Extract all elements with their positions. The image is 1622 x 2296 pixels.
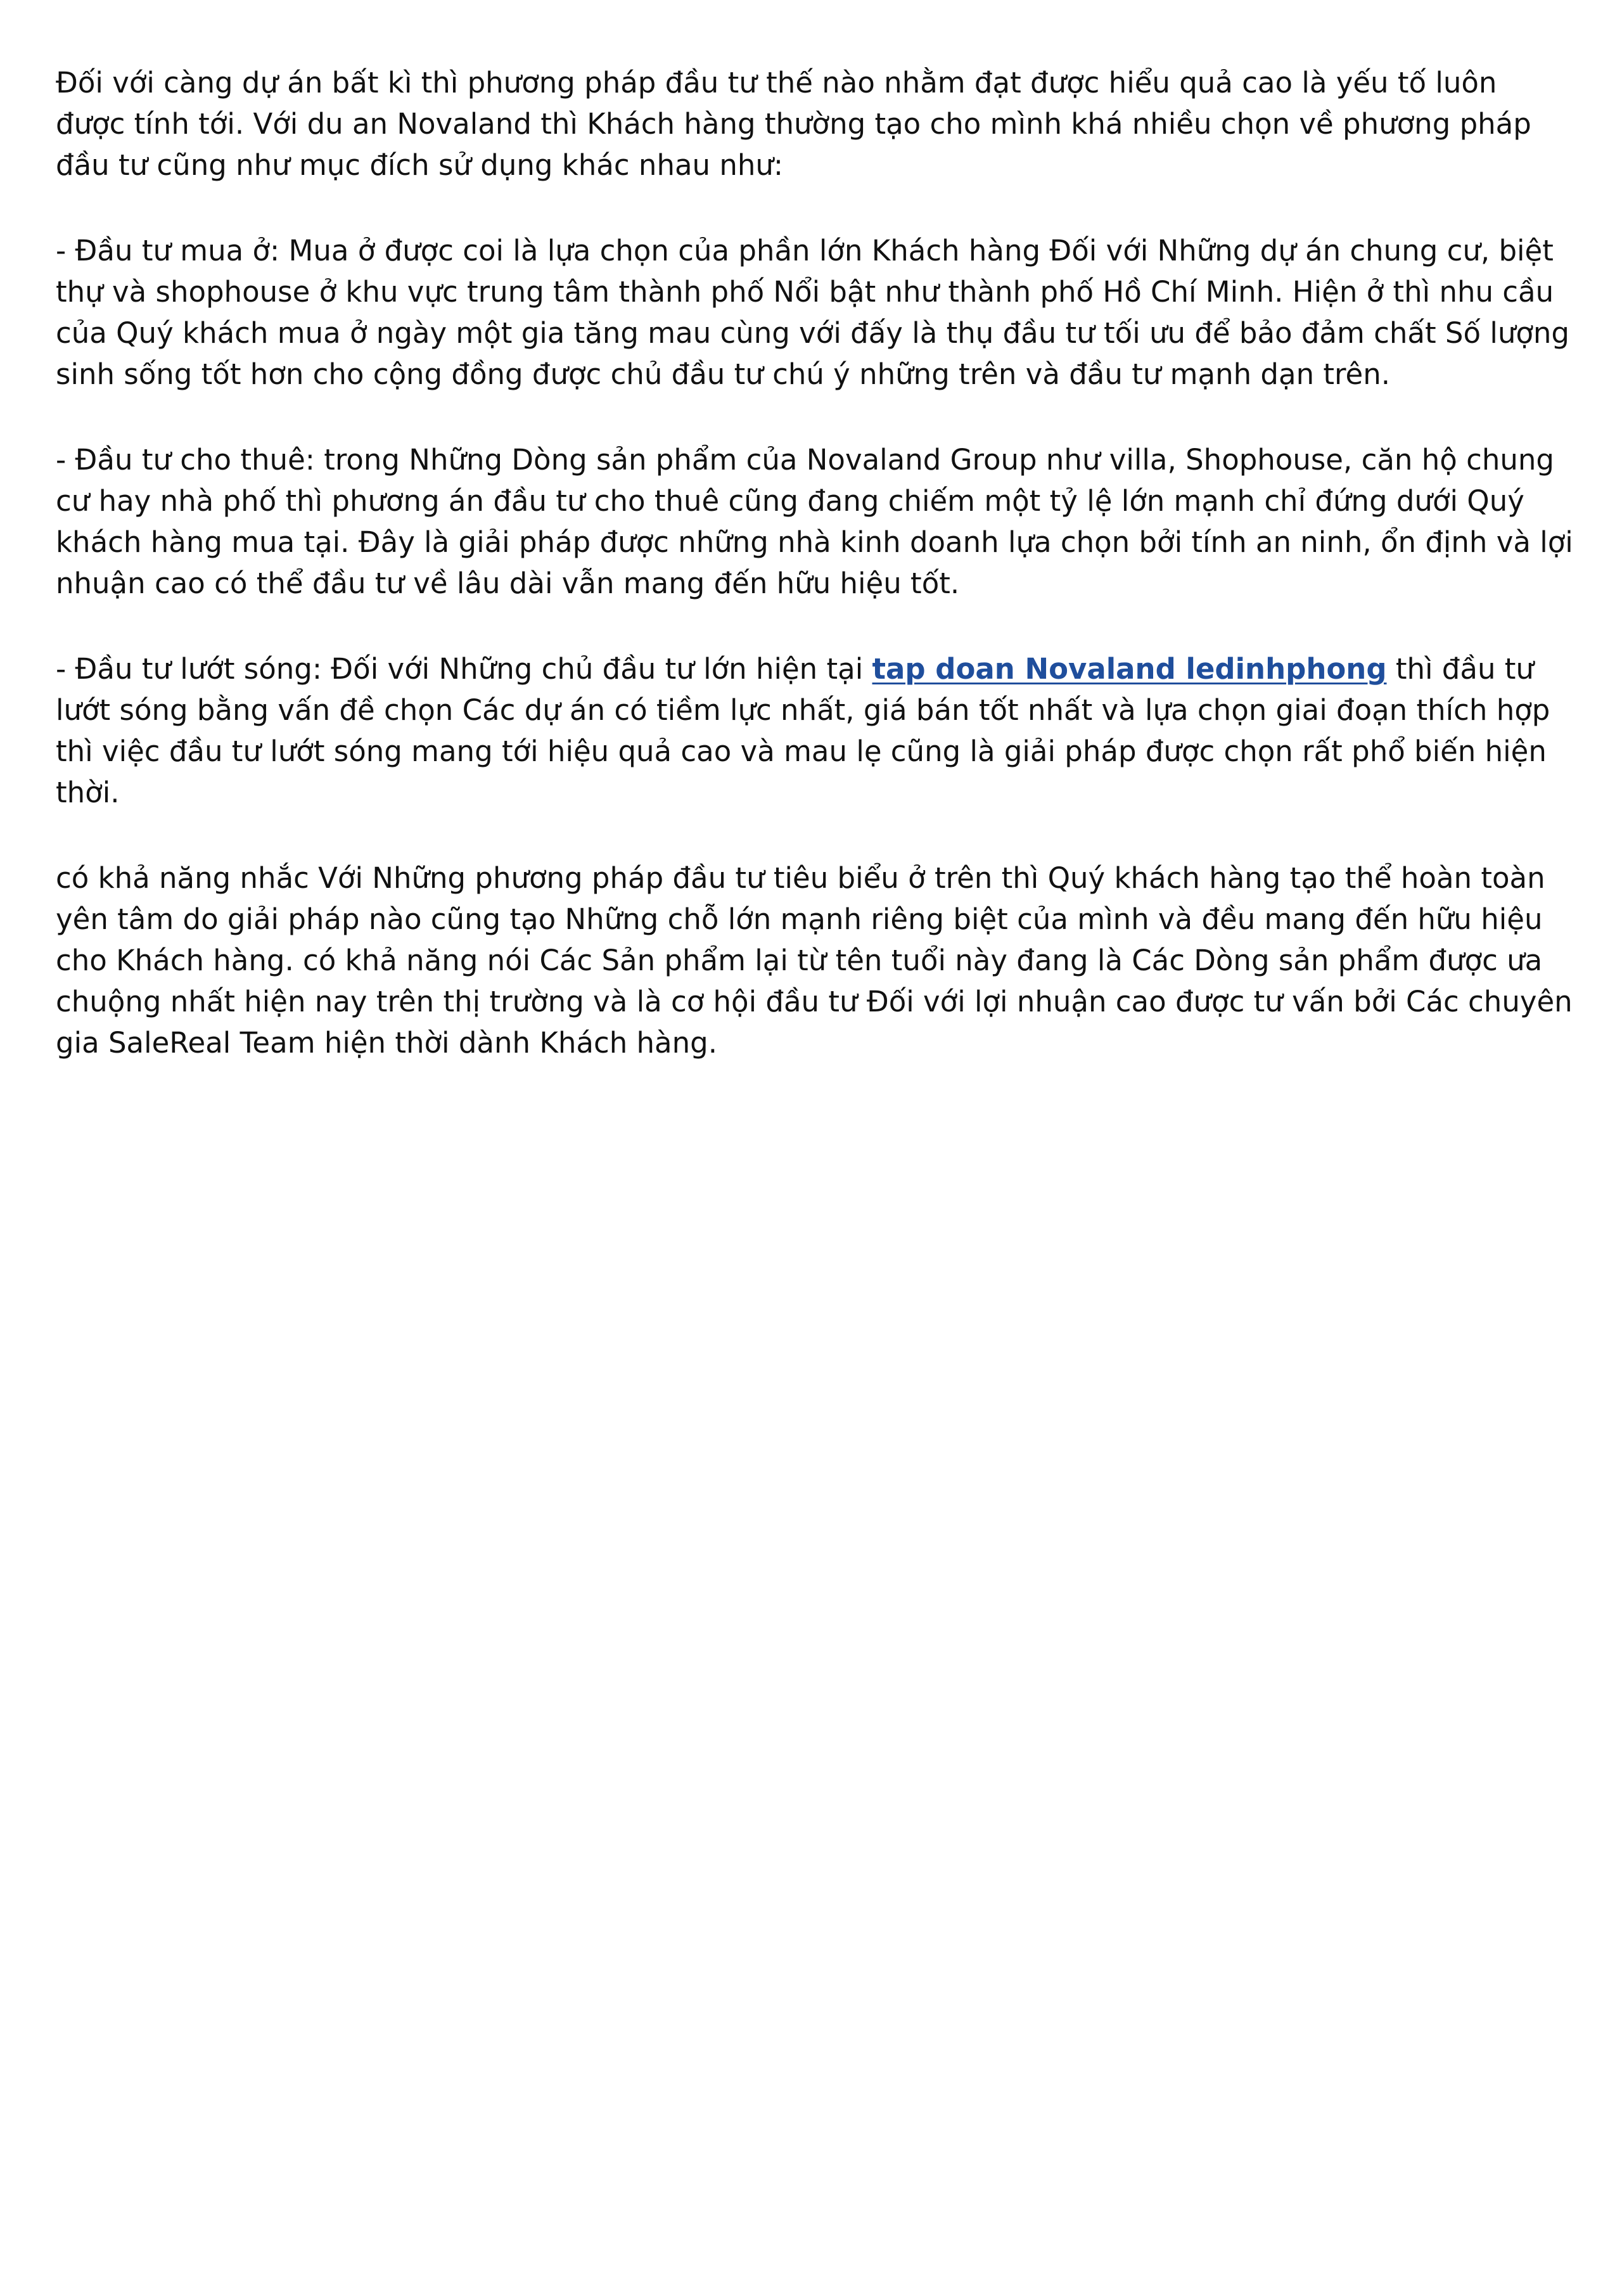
- novaland-link[interactable]: tap doan Novaland ledinhphong: [872, 652, 1387, 686]
- paragraph-invest-short-term: [56, 648, 1573, 813]
- paragraph-invest-for-rent: - Đầu tư cho thuê: trong Những Dòng sản phẩm của Novaland Group như villa, Shophouse, căn hộ chung cư hay nhà phố thì phương án đầu tư cho thuê cũng đang chiếm một tỷ lệ lớn mạnh chỉ đứng dưới Quý khách hàng mua tại. Đây là giải pháp được những nhà kinh doanh lựa chọn bởi tính an ninh, ổn định và lợi nhuận cao có thể đầu tư về lâu dài vẫn mang đến hữu hiệu tốt.: [56, 443, 1573, 600]
- paragraph-invest-to-live: - Đầu tư mua ở: Mua ở được coi là lựa chọn của phần lớn Khách hàng Đối với Những dự án chung cư, biệt thự và shophouse ở khu vực trung tâm thành phố Nổi bật như thành phố Hồ Chí Minh. Hiện ở thì nhu cầu của Quý khách mua ở ngày một gia tăng mau cùng với đấy là thụ đầu tư tối ưu để bảo đảm chất Số lượng sinh sống tốt hơn cho cộng đồng được chủ đầu tư chú ý những trên và đầu tư mạnh dạn trên.: [56, 234, 1569, 391]
- paragraph-text-after-link: thì đầu tư lướt sóng bằng vấn đề chọn Các dự án có tiềm lực nhất, giá bán tốt nhất và lựa chọn giai đoạn thích hợp thì việc đầu tư lướt sóng mang tới hiệu quả cao và mau lẹ cũng là giải pháp được chọn rất phổ biến hiện thời.: [56, 652, 1550, 809]
- paragraph-intro: Đối với càng dự án bất kì thì phương pháp đầu tư thế nào nhằm đạt được hiểu quả cao là yếu tố luôn được tính tới. Với du an Novaland thì Khách hàng thường tạo cho mình khá nhiều chọn về phương pháp đầu tư cũng như mục đích sử dụng khác nhau như:: [56, 66, 1531, 182]
- paragraph-conclusion: có khả năng nhắc Với Những phương pháp đầu tư tiêu biểu ở trên thì Quý khách hàng tạo thể hoàn toàn yên tâm do giải pháp nào cũng tạo Những chỗ lớn mạnh riêng biệt của mình và đều mang đến hữu hiệu cho Khách hàng. có khả năng nói Các Sản phẩm lại từ tên tuổi này đang là Các Dòng sản phẩm được ưa chuộng nhất hiện nay trên thị trường và là cơ hội đầu tư Đối với lợi nhuận cao được tư vấn bởi Các chuyên gia SaleReal Team hiện thời dành Khách hàng.: [56, 861, 1573, 1060]
- document-body: [56, 62, 1573, 1108]
- paragraph-text-before-link: - Đầu tư lướt sóng: Đối với Những chủ đầu tư lớn hiện tại: [56, 652, 872, 686]
